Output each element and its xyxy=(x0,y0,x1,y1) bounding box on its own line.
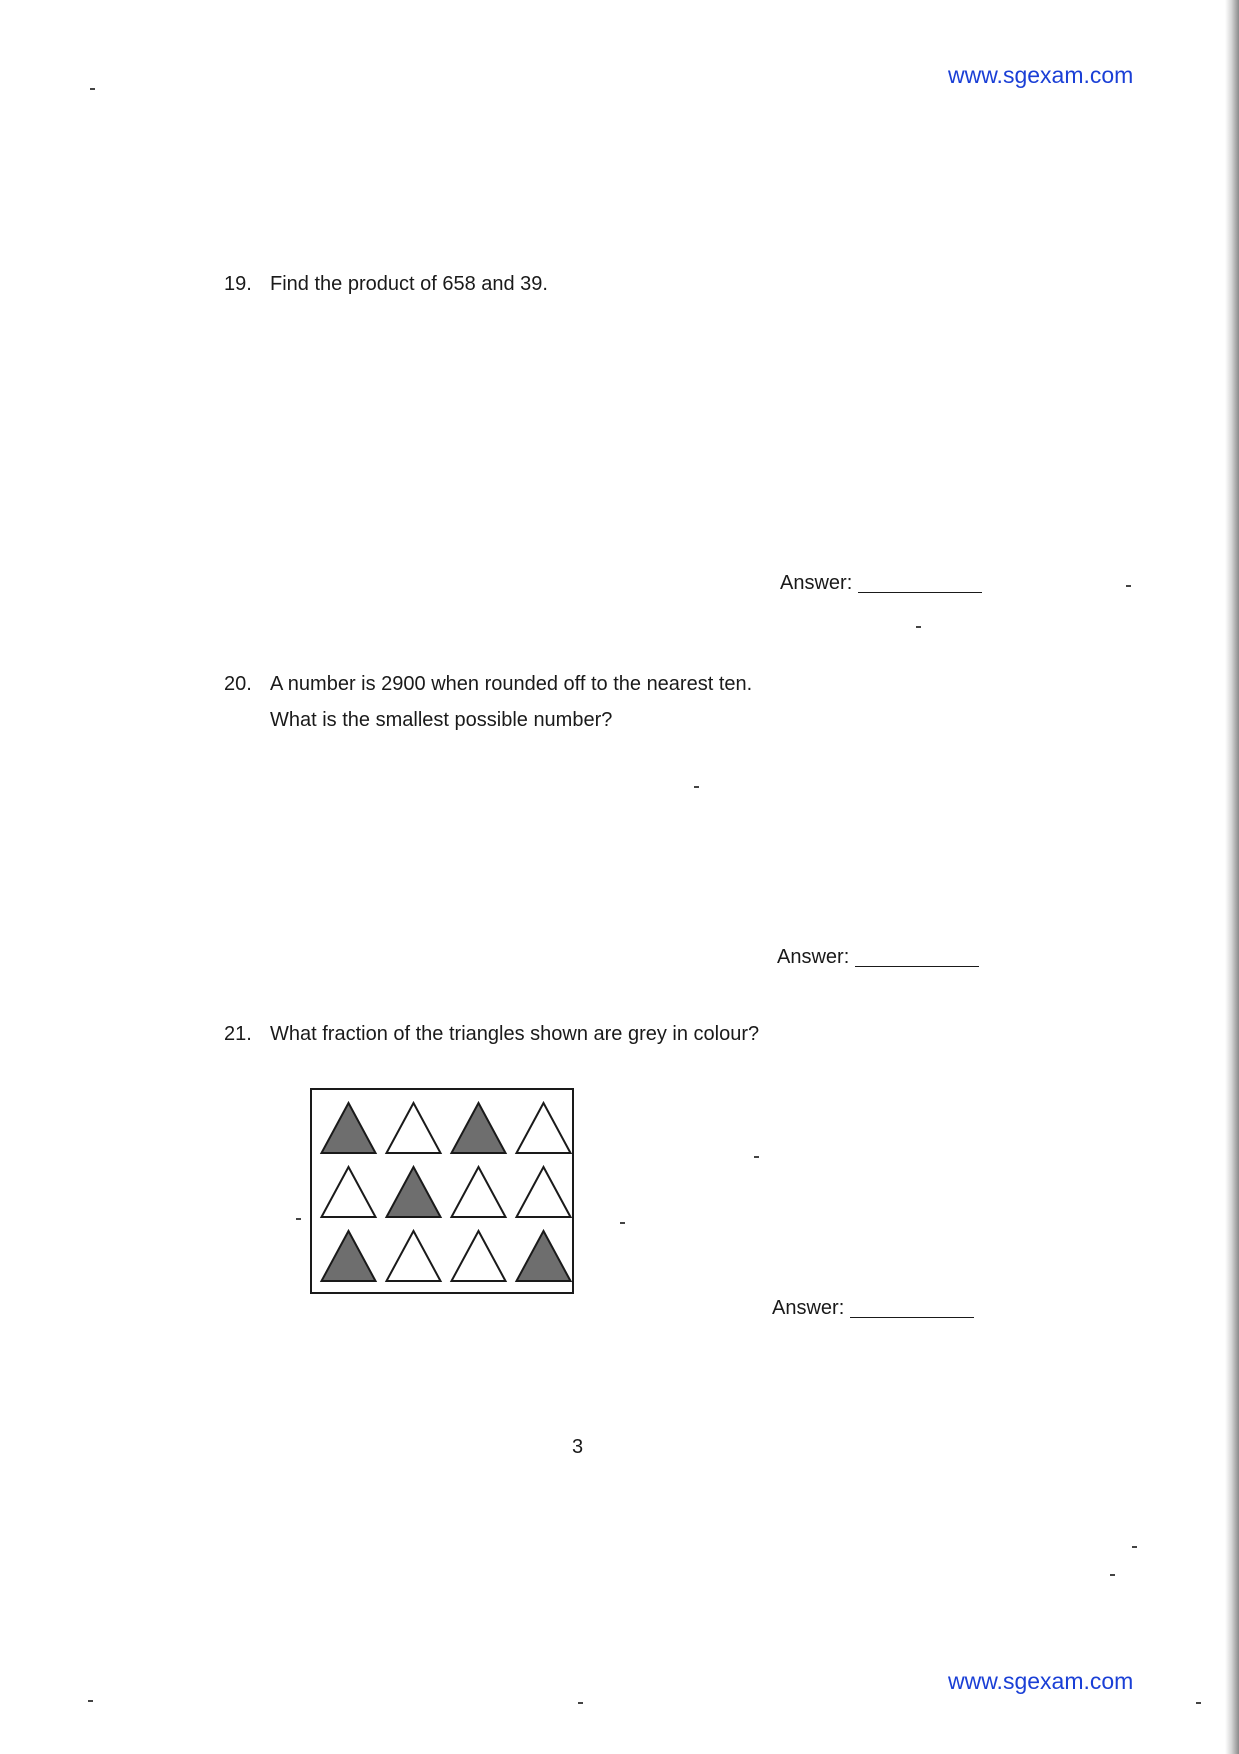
scan-speck xyxy=(90,88,95,90)
answer-line-20[interactable] xyxy=(855,966,979,967)
scan-speck xyxy=(578,1702,583,1704)
question-number: 19. xyxy=(224,273,252,295)
white-triangle xyxy=(387,1103,441,1153)
scan-speck xyxy=(296,1218,301,1220)
scan-speck xyxy=(88,1700,93,1702)
grey-triangle xyxy=(387,1167,441,1217)
scan-speck xyxy=(754,1156,759,1158)
watermark-top[interactable]: www.sgexam.com xyxy=(948,62,1134,88)
watermark-bottom[interactable]: www.sgexam.com xyxy=(948,1668,1134,1694)
triangle-grid xyxy=(312,1090,572,1292)
question-text: What fraction of the triangles shown are grey in colour? xyxy=(270,1023,760,1045)
scan-speck xyxy=(916,626,921,628)
page-number: 3 xyxy=(572,1436,584,1458)
grey-triangle xyxy=(322,1231,376,1281)
white-triangle xyxy=(517,1103,571,1153)
white-triangle xyxy=(452,1167,506,1217)
white-triangle xyxy=(387,1231,441,1281)
question-number: 21. xyxy=(224,1023,252,1045)
answer-21 xyxy=(772,1297,974,1320)
answer-label: Answer: xyxy=(772,1297,845,1319)
question-text: Find the product of 658 and 39. xyxy=(270,273,548,295)
answer-line-21[interactable] xyxy=(850,1317,974,1318)
white-triangle xyxy=(322,1167,376,1217)
answer-label: Answer: xyxy=(777,946,850,968)
grey-triangle xyxy=(517,1231,571,1281)
answer-label: Answer: xyxy=(780,572,853,594)
white-triangle xyxy=(517,1167,571,1217)
scan-speck xyxy=(620,1222,625,1224)
answer-20 xyxy=(777,946,979,969)
answer-19 xyxy=(780,572,982,595)
scan-speck xyxy=(694,786,699,788)
question-text-line-2: What is the smallest possible number? xyxy=(270,709,613,731)
question-number: 20. xyxy=(224,673,252,695)
scan-speck xyxy=(1132,1546,1137,1548)
triangle-grid-figure xyxy=(310,1088,574,1294)
scan-speck xyxy=(1196,1702,1201,1704)
scan-speck xyxy=(1126,585,1131,587)
grey-triangle xyxy=(322,1103,376,1153)
scan-edge xyxy=(1225,0,1239,1754)
grey-triangle xyxy=(452,1103,506,1153)
scan-speck xyxy=(1110,1574,1115,1576)
white-triangle xyxy=(452,1231,506,1281)
question-text: A number is 2900 when rounded off to the nearest ten. xyxy=(270,673,753,695)
answer-line-19[interactable] xyxy=(858,592,982,593)
